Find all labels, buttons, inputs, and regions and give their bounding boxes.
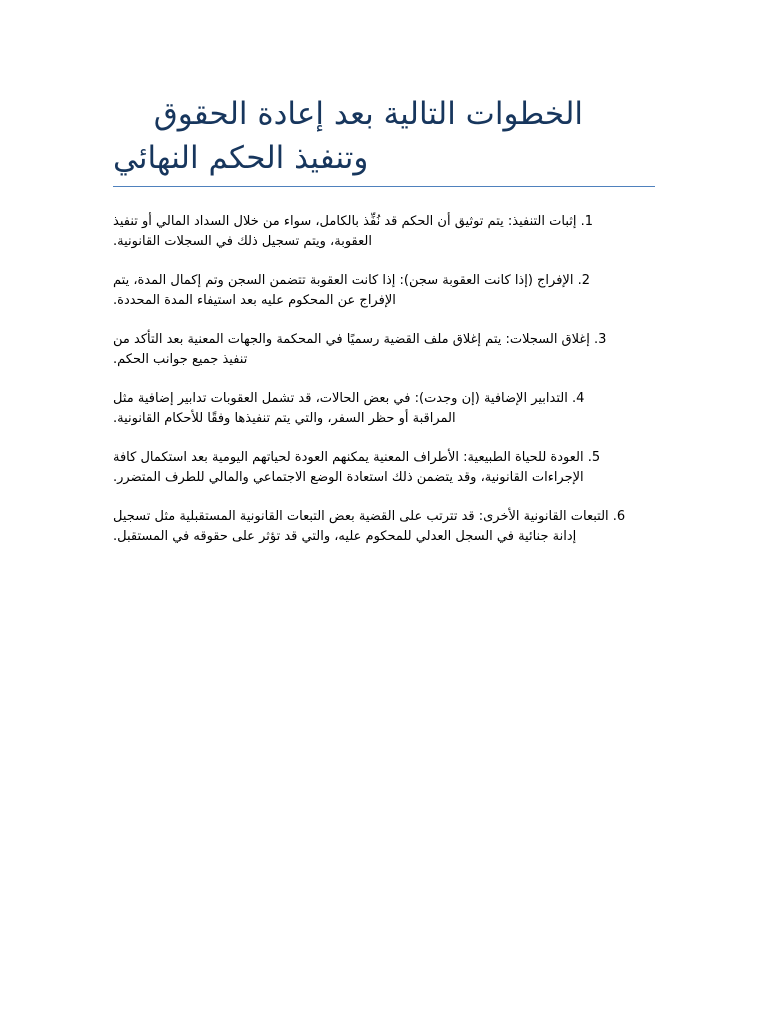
step-4-line-1: 4. التدابير الإضافية (إن وجدت): في بعض الحالات، قد تشمل العقوبات تدابير إضافية مثل: [113, 391, 585, 406]
title-line-2: وتنفيذ الحكم النهائي: [113, 140, 369, 176]
page-title: [113, 92, 655, 180]
list-item: [113, 271, 658, 311]
list-item: [113, 330, 658, 370]
list-item: [113, 389, 658, 429]
step-4-line-2: المراقبة أو حظر السفر، والتي يتم تنفيذها وفقًا للأحكام القانونية.: [113, 411, 456, 426]
step-3-line-1: 3. إغلاق السجلات: يتم إغلاق ملف القضية رسميًا في المحكمة والجهات المعنية بعد التأكد من: [113, 332, 607, 347]
step-5-line-1: 5. العودة للحياة الطبيعية: الأطراف المعنية يمكنهم العودة لحياتهم اليومية بعد استكمال كافة: [113, 450, 601, 465]
step-2-line-2: الإفراج عن المحكوم عليه بعد استيفاء المدة المحددة.: [113, 293, 396, 308]
step-6-line-1: 6. التبعات القانونية الأخرى: قد تترتب على القضية بعض التبعات القانونية المستقبلية مثل تسجيل: [113, 509, 626, 524]
list-item: [113, 507, 658, 547]
title-line-1: الخطوات التالية بعد إعادة الحقوق: [153, 96, 583, 132]
step-6-line-2: إدانة جنائية في السجل العدلي للمحكوم عليه، والتي قد تؤثر على حقوقه في المستقبل.: [113, 529, 577, 544]
step-1-line-1: 1. إثبات التنفيذ: يتم توثيق أن الحكم قد نُفِّذ بالكامل، سواء من خلال السداد المالي أو تنفيذ: [113, 214, 594, 229]
step-1-line-2: العقوبة، ويتم تسجيل ذلك في السجلات القانونية.: [113, 234, 372, 249]
list-item: [113, 212, 658, 252]
step-2-line-1: 2. الإفراج (إذا كانت العقوبة سجن): إذا كانت العقوبة تتضمن السجن وتم إكمال المدة، يتم: [113, 273, 590, 288]
step-3-line-2: تنفيذ جميع جوانب الحكم.: [113, 352, 248, 367]
step-5-line-2: الإجراءات القانونية، وقد يتضمن ذلك استعادة الوضع الاجتماعي والمالي للطرف المتضرر.: [113, 470, 584, 485]
steps-list: [113, 212, 658, 566]
list-item: [113, 448, 658, 488]
heading-block: [113, 92, 655, 187]
